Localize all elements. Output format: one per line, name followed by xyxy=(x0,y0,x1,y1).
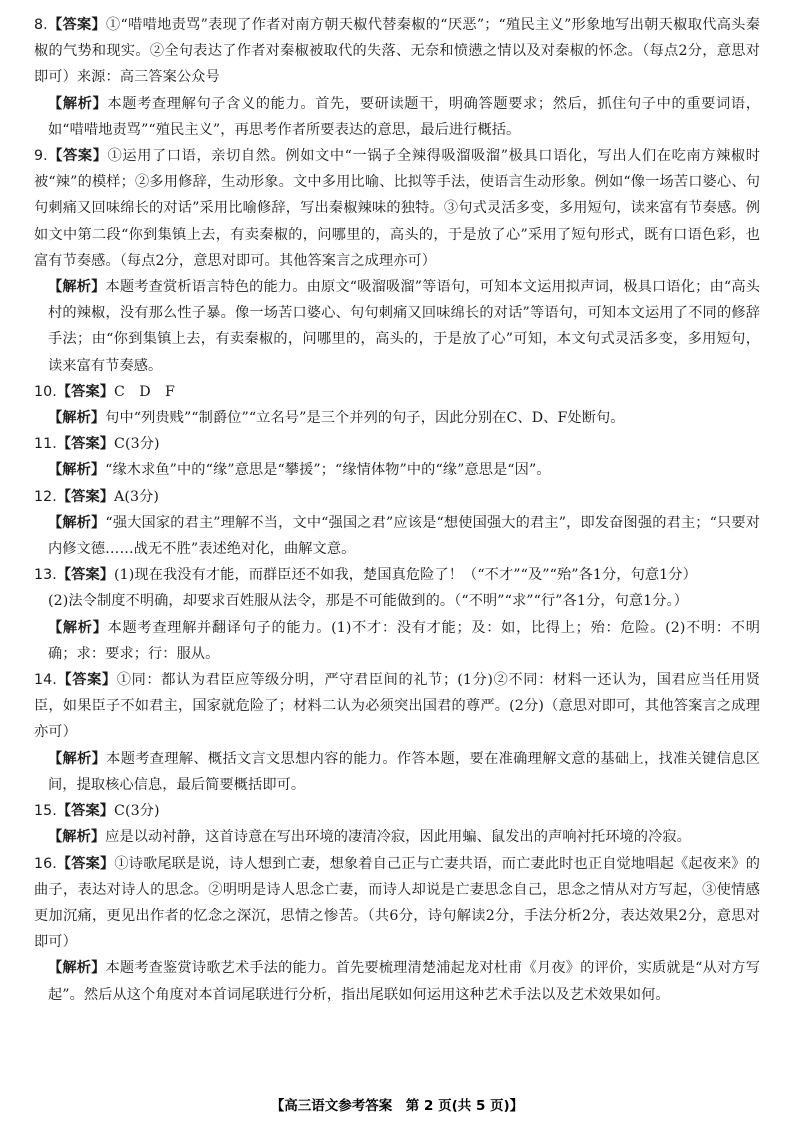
analysis-paragraph xyxy=(34,615,760,667)
analysis-text: 本题考查理解并翻译句子的能力。(1)不才：没有才能；及：如，比得上；殆：危险。(2)不明：不明确；求：要求；行：服从。 xyxy=(48,619,760,662)
answer-tag: 【答案】 xyxy=(56,855,115,872)
answer-text: ①同：都认为君臣应等级分明，严守君臣间的礼节；(1分)②不同：材料一还认为，国君应当任用贤臣，如果臣子不如君主，国家就危险了；材料二认为必须突出国君的尊严。(2分)（意思对即可，其他答案言之成理亦可） xyxy=(34,672,760,741)
answer-tag: 【答案】 xyxy=(56,567,115,584)
answer-tag: 【答案】 xyxy=(56,436,115,453)
analysis-text: 句中“列贵贱”“制爵位”“立名号”是三个并列的句子，因此分别在C、D、F处断句。 xyxy=(105,410,625,427)
answer-paragraph xyxy=(34,143,760,274)
answer-tag: 【答案】 xyxy=(47,17,106,33)
analysis-tag: 【解析】 xyxy=(48,279,106,296)
answer-item-8 xyxy=(34,12,760,143)
answer-item-11 xyxy=(34,431,760,483)
analysis-paragraph xyxy=(34,274,760,379)
answer-item-14 xyxy=(34,667,760,798)
answer-tag: 【答案】 xyxy=(56,488,115,505)
answer-tag: 【答案】 xyxy=(56,672,117,689)
answer-text: (2)法令制度不明确，却要求百姓服从法令，那是不可能做到的。（“不明”“求”“行”各1分，句意1分。） xyxy=(48,593,689,610)
answer-item-10 xyxy=(34,379,760,431)
analysis-tag: 【解析】 xyxy=(48,750,107,767)
answer-tag: 【答案】 xyxy=(47,148,108,165)
item-number: 11. xyxy=(34,436,57,453)
analysis-tag: 【解析】 xyxy=(48,514,106,531)
answer-text: ①“唶唶地责骂”表现了作者对南方朝天椒代替秦椒的“厌恶”；“殖民主义”形象地写出朝天椒取代高头秦椒的气势和现实。②全句表达了作者对秦椒被取代的失落、无奈和愤懑之情以及对秦椒的怀念。（每点2分，意思对即可）来源：高三答案公众号 xyxy=(34,17,760,86)
item-number: 10. xyxy=(34,383,57,400)
analysis-paragraph xyxy=(34,824,760,850)
answer-paragraph xyxy=(34,484,760,510)
analysis-text: 本题考查理解、概括文言文思想内容的能力。作答本题，要在准确理解文意的基础上，找准关键信息区间，提取核心信息，最后简要概括即可。 xyxy=(48,750,760,793)
answer-paragraph xyxy=(34,431,760,457)
item-number: 16. xyxy=(34,855,57,872)
page-footer: 【高三语文参考答案 第 2 页(共 5 页)】 xyxy=(270,1098,524,1114)
answer-paragraph-2 xyxy=(34,588,760,614)
answer-item-12 xyxy=(34,484,760,563)
analysis-tag: 【解析】 xyxy=(48,829,106,846)
analysis-text: 本题考查鉴赏诗歌艺术手法的能力。首先要梳理清楚浦起龙对杜甫《月夜》的评价，实质就是“从对方写起”。然后从这个角度对本首词尾联进行分析，指出尾联如何运用这种艺术手法以及艺术效果如何。 xyxy=(48,960,761,1003)
analysis-text: 本题考查理解句子含义的能力。首先，要研读题干，明确答题要求；然后，抓住句子中的重要词语，如“唶唶地责骂”“殖民主义”，再思考作者所要表达的意思，最后进行概括。 xyxy=(48,95,761,138)
item-number: 14. xyxy=(34,672,57,689)
analysis-paragraph xyxy=(34,955,760,1007)
answer-text: A(3分) xyxy=(114,488,160,505)
item-number: 15. xyxy=(34,803,57,820)
answer-item-15 xyxy=(34,798,760,850)
analysis-paragraph xyxy=(34,510,760,562)
answer-text: ①诗歌尾联是说，诗人想到亡妻，想象着自己正与亡妻共语，而亡妻此时也正自觉地唱起《起夜来》的曲子，表达对诗人的思念。②明明是诗人思念亡妻，而诗人却说是亡妻思念自己，思念之情从对方写起，③使情感更加沉痛，更见出作者的忆念之深沉，思情之惨苦。（共6分，诗句解读2分，手法分析2分，表达效果2分，意思对即可） xyxy=(34,855,760,951)
answer-text: ①运用了口语，亲切自然。例如文中“一锅子全辣得吸溜吸溜”极具口语化，写出人们在吃南方辣椒时被“辣”的模样；②多用修辞，生动形象。文中多用比喻、比拟等手法，使语言生动形象。例如“像一场苦口婆心、句句刺痛又回味绵长的对话”采用比喻修辞，写出秦椒辣味的独特。③句式灵活多变，多用短句，读来富有节奏感。例如文中第二段“你到集镇上去，有卖秦椒的，问哪里的，高头的，于是放了心”采用了短句形式，既有口语色彩，也富有节奏感。（每点2分，意思对即可。其他答案言之成理亦可） xyxy=(34,148,760,269)
answer-paragraph xyxy=(34,12,760,91)
analysis-text: “缘木求鱼”中的“缘”意思是“攀援”；“缘情体物”中的“缘”意思是“因”。 xyxy=(105,462,551,479)
analysis-paragraph xyxy=(34,91,760,143)
answer-tag: 【答案】 xyxy=(56,383,115,400)
answer-text: C(3分) xyxy=(114,803,160,820)
item-number: 8. xyxy=(34,17,48,33)
analysis-paragraph xyxy=(34,746,760,798)
answer-paragraph xyxy=(34,798,760,824)
item-number: 9. xyxy=(34,148,48,165)
analysis-tag: 【解析】 xyxy=(48,95,108,112)
answer-item-9 xyxy=(34,143,760,379)
answer-tag: 【答案】 xyxy=(56,803,115,820)
answer-text: (1)现在我没有才能，而群臣还不如我，楚国真危险了！（“不才”“及”“殆”各1分，句意1分） xyxy=(114,567,697,584)
item-number: 13. xyxy=(34,567,57,584)
answer-text: C D F xyxy=(114,383,175,400)
analysis-paragraph xyxy=(34,457,760,483)
analysis-tag: 【解析】 xyxy=(48,462,106,479)
analysis-text: 应是以动衬静，这首诗意在写出环境的凄清冷寂，因此用蝙、鼠发出的声响衬托环境的冷寂。 xyxy=(105,829,691,846)
answer-paragraph xyxy=(34,562,760,588)
analysis-paragraph xyxy=(34,405,760,431)
answer-text: C(3分) xyxy=(114,436,160,453)
analysis-tag: 【解析】 xyxy=(48,410,106,427)
analysis-tag: 【解析】 xyxy=(48,960,106,977)
answer-paragraph xyxy=(34,667,760,746)
item-number: 12. xyxy=(34,488,57,505)
analysis-text: “强大国家的君主”理解不当，文中“强国之君”应该是“想使国强大的君主”，即发奋图强的君主；“只要对内修文德……战无不胜”表述绝对化，曲解文意。 xyxy=(48,514,760,558)
answer-paragraph xyxy=(34,379,760,405)
analysis-tag: 【解析】 xyxy=(48,619,108,636)
analysis-text: 本题考查赏析语言特色的能力。由原文“吸溜吸溜”等语句，可知本文运用拟声词，极具口语化；由“高头村的辣椒，没有那么性子暴。像一场苦口婆心、句句刺痛又回味绵长的对话”等语句，可知本文运用了不同的修辞手法；由“你到集镇上去，有卖秦椒的，问哪里的，高头的，于是放了心”可知，本文句式灵活多变，多用短句，读来富有节奏感。 xyxy=(48,279,760,374)
answer-paragraph xyxy=(34,851,760,956)
answer-item-16 xyxy=(34,851,760,1008)
answer-item-13 xyxy=(34,562,760,667)
